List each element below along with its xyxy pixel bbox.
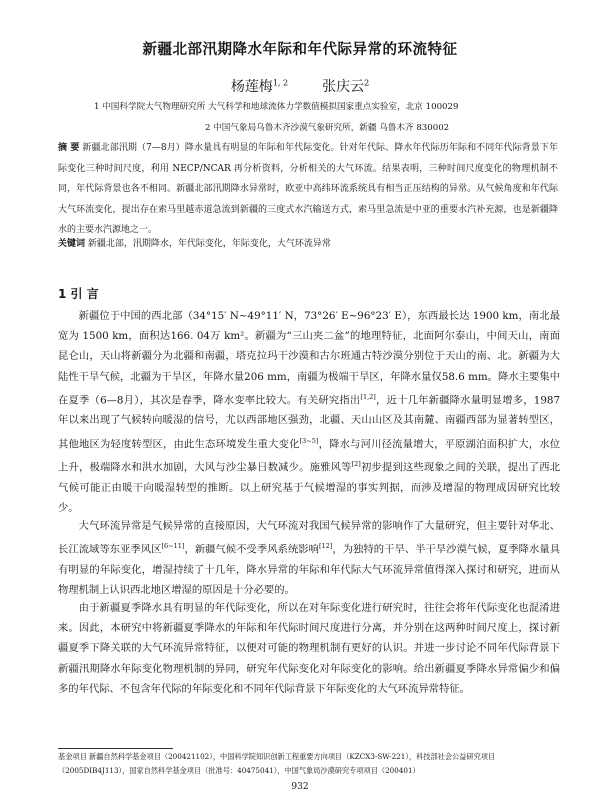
affiliation-1: 1 中国科学院大气物理研究所 大气科学和地球流体力学数值模拟国家重点实验室，北京 100029 <box>94 102 459 112</box>
citation: [2] <box>351 460 361 469</box>
citation: [3~5] <box>299 436 319 445</box>
page-number: 932 <box>291 782 309 792</box>
footnote-line: 基金项目 新疆自然科学基金项目（200421102），中国科学院知识创新工程重要方向项目（KZCX3-SW-221），科技部社会公益研究项目 <box>58 752 496 761</box>
affiliation-2: 2 中国气象局乌鲁木齐沙漠气象研究所，新疆 乌鲁木齐 830002 <box>205 123 450 133</box>
funding-footnote <box>58 750 563 778</box>
paper-title: 新疆北部汛期降水年际和年代际异常的环流特征 <box>142 42 458 58</box>
author-name: 张庆云 <box>322 79 365 95</box>
abstract <box>58 138 558 241</box>
body-paragraph-1 <box>58 306 560 518</box>
paragraph-text: ，为独特的干旱、半干旱沙漠气候，夏季降水量具有明显的年际变化，增湿持续了十几年，降水异常的年际和年代际大气环流异常值得深入探讨和研究，进而从物理机制上认识西北地区增湿的原因是十分必要的。 <box>58 543 561 597</box>
footnote-divider <box>58 748 173 749</box>
section-heading: 1 引 言 <box>58 287 99 301</box>
author-affiliation-mark: 1, 2 <box>272 78 289 88</box>
paragraph-text: 初步提到这些现象之间的关联，提出了西北气候可能正由暖干向暖湿转型的推断。以上研究基于气候增湿的事实判据，而涉及增湿的物理成因研究比较少。 <box>58 461 561 515</box>
keywords <box>58 236 558 249</box>
citation: [6~11] <box>161 542 185 551</box>
body-paragraph-3: 由于新疆夏季降水具有明显的年代际变化，所以在对年际变化进行研究时，往往会将年代际变化也混淆进来。因此，本研究中将新疆夏季降水的年际和年代际时间尺度进行分离，并分别在这两种时间尺度上，探讨新疆夏季下降关联的大气环流异常特征，以便对可能的物理机制有更好的认识。并进一步讨论不同年代际背景下新疆汛期降水年际变化物理机制的异同，研究年代际变化对年际变化的影响。给出新疆夏季降水异常偏少和偏多的年代际、不包含年代际的年际变化和不同年代际背景下年际变化的大气环流异常特征。 <box>58 602 560 695</box>
paragraph-text: 新疆位于中国的西北部（34°15′ N~49°11′ N，73°26′ E~96°23′ E），东西最长达 1900 km，南北最宽为 1500 km，面积达166. 04万 km²。新疆为“三山夹二盆”的地理特征，北面阿尔泰山，中间天山，南面昆仑山，天山将新疆分为北疆和南疆，塔克拉玛干沙漠和古尔班通古特沙漠分别位于天山的南、北。新疆为大陆性干旱气候，北疆为干旱区，年降水量206 mm，南疆为极端干旱区，年降水量仅58.6 mm。降水主要集中在夏季（6—8月），其次是春季，降水变率比较大。有关研究指出 <box>58 310 560 407</box>
author-name: 杨莲梅 <box>230 79 273 95</box>
body-paragraph-2 <box>58 516 560 600</box>
citation: [1,2] <box>360 392 376 401</box>
paragraph-text: ，新疆气候不受季风系统影响 <box>184 543 319 556</box>
paragraph-text: ，近十几年新疆降水量明显增多，1987年以来出现了气候转向暖湿的信号，尤以西部地区强劲，北疆、天山山区及其南麓、南疆西部为显著转型区，其他地区为轻度转型区，由此生态环境发生重大变化 <box>58 394 560 451</box>
keywords-text: 新疆北部，汛期降水，年代际变化，年际变化，大气环流异常 <box>85 239 331 249</box>
author-affiliation-mark: 2 <box>364 78 370 88</box>
abstract-label: 摘 要 <box>58 143 80 153</box>
paragraph-text: 大气环流异常是气候异常的直接原因，大气环流对我国气候异常的影响作了大量研究，但主要针对华北、长江流域等东亚季风区 <box>58 520 560 556</box>
citation: [12] <box>319 542 333 551</box>
paragraph-text: ，降水与河川径流量增大，平原湖泊面积扩大，水位上升，极端降水和洪水加剧，大风与沙尘暴日数减少。施雅风等 <box>58 438 561 474</box>
abstract-text: 新疆北部汛期（7—8月）降水量具有明显的年际和年代际变化。针对年代际、降水年代际历年际和不同年代际背景下年际变化三种时间尺度，利用 NECP/NCAR 再分析资料，分析相关的大气环流。结果表明，三种时间尺度变化的物理机制不同，年代际背景也各不相同。新疆北部汛期降水异常时，欧亚中高纬环流系统具有相当正压结构的异常。从气候角度和年代际大气环流变化，提出存在索马里越赤道急流到新疆的三度式水汽输送方式，索马里急流是中亚的重要水汽补充源，也是新疆降水的主要水汽源地之一。 <box>58 143 558 235</box>
keywords-label: 关键词 <box>58 239 86 249</box>
footnote-line: （2005DIB4J113），国家自然科学基金项目（批准号：40475041），中国气象局沙漠研究专项项目（200401） <box>58 766 420 775</box>
author-line <box>0 76 600 96</box>
